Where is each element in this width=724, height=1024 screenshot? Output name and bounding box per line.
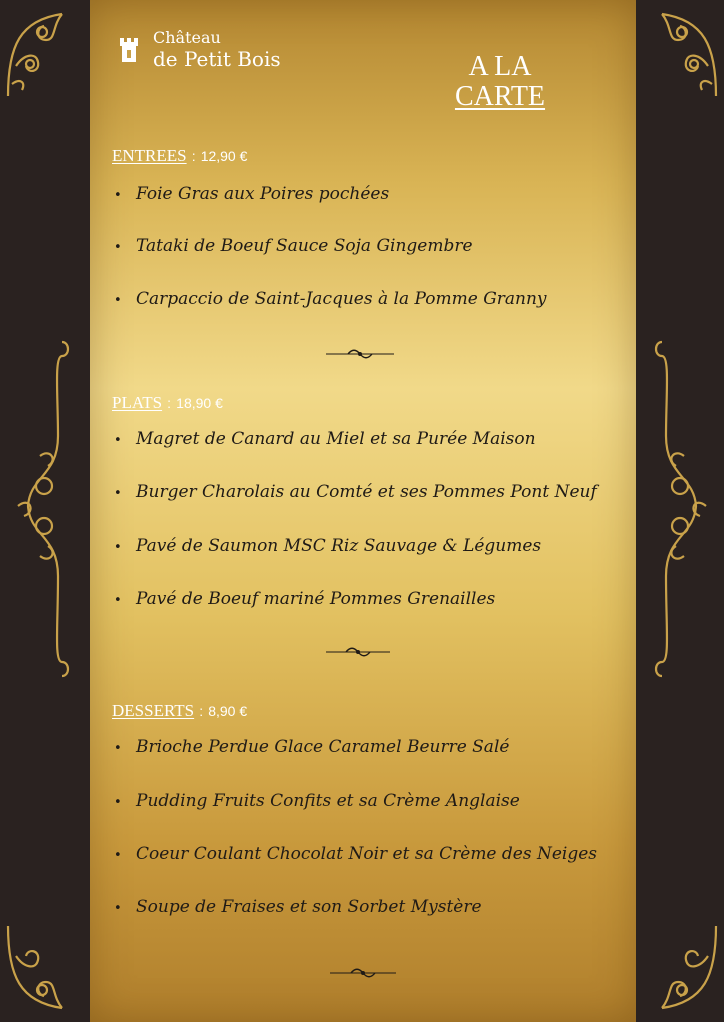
ornament-top-right-icon	[650, 6, 722, 102]
bullet: •	[114, 540, 122, 555]
bullet: •	[114, 486, 122, 501]
title-line-2: CARTE	[454, 81, 546, 112]
menu-item-text: Foie Gras aux Poires pochées	[136, 184, 390, 204]
chateau-logo	[118, 28, 308, 78]
bullet: •	[114, 901, 122, 916]
menu-item-text: Soupe de Fraises et son Sorbet Mystère	[136, 897, 482, 917]
castle-tower-icon	[118, 36, 140, 64]
menu-item	[114, 429, 536, 449]
section-separator: :	[191, 148, 196, 164]
section-name: DESSERTS	[112, 701, 195, 720]
section-heading-desserts	[112, 701, 247, 721]
menu-item	[114, 844, 597, 864]
bullet: •	[114, 741, 122, 756]
ornament-bottom-right-icon	[650, 920, 722, 1016]
menu-item-text: Tataki de Boeuf Sauce Soja Gingembre	[136, 236, 473, 256]
menu-item-text: Pavé de Saumon MSC Riz Sauvage & Légumes	[136, 536, 542, 556]
bullet: •	[114, 593, 122, 608]
menu-item	[114, 791, 520, 811]
bullet: •	[114, 240, 122, 255]
section-heading-entrees	[112, 146, 247, 166]
bullet: •	[114, 795, 122, 810]
menu-item	[114, 536, 541, 556]
section-heading-plats	[112, 393, 223, 413]
section-price: 18,90 €	[176, 395, 223, 411]
menu-item	[114, 589, 495, 609]
section-name: PLATS	[112, 393, 163, 412]
menu-item-text: Coeur Coulant Chocolat Noir et sa Crème des Neiges	[136, 844, 598, 864]
section-price: 8,90 €	[208, 703, 248, 719]
page-title	[440, 52, 560, 112]
section-separator: :	[167, 395, 172, 411]
bullet: •	[114, 188, 122, 203]
section-name: ENTREES	[112, 146, 187, 165]
section-divider-icon	[326, 348, 394, 360]
menu-item	[114, 482, 597, 502]
menu-item-text: Magret de Canard au Miel et sa Purée Maison	[136, 429, 536, 449]
menu-item-text: Burger Charolais au Comté et ses Pommes Pont Neuf	[136, 482, 597, 502]
menu-item-text: Pudding Fruits Confits et sa Crème Anglaise	[136, 791, 520, 811]
ornament-top-left-icon	[2, 6, 74, 102]
ornament-left-middle-icon	[10, 336, 76, 682]
brand-line-1: Château	[153, 28, 221, 47]
menu-item	[114, 184, 389, 204]
menu-item-text: Carpaccio de Saint-Jacques à la Pomme Granny	[136, 289, 547, 309]
menu-item	[114, 289, 547, 309]
bullet: •	[114, 848, 122, 863]
bullet: •	[114, 293, 122, 308]
bullet: •	[114, 433, 122, 448]
menu-item	[114, 737, 509, 757]
brand-line-2: de Petit Bois	[153, 47, 281, 71]
ornament-bottom-left-icon	[2, 920, 74, 1016]
menu-item	[114, 236, 473, 256]
section-divider-icon	[330, 967, 396, 979]
section-price: 12,90 €	[200, 148, 248, 164]
menu-item-text: Brioche Perdue Glace Caramel Beurre Salé	[136, 737, 510, 757]
menu-item	[114, 897, 482, 917]
ornament-right-middle-icon	[648, 336, 714, 682]
title-line-1: A LA	[468, 51, 532, 82]
section-divider-icon	[326, 646, 390, 658]
section-separator: :	[199, 703, 204, 719]
menu-item-text: Pavé de Boeuf mariné Pommes Grenailles	[136, 589, 496, 609]
